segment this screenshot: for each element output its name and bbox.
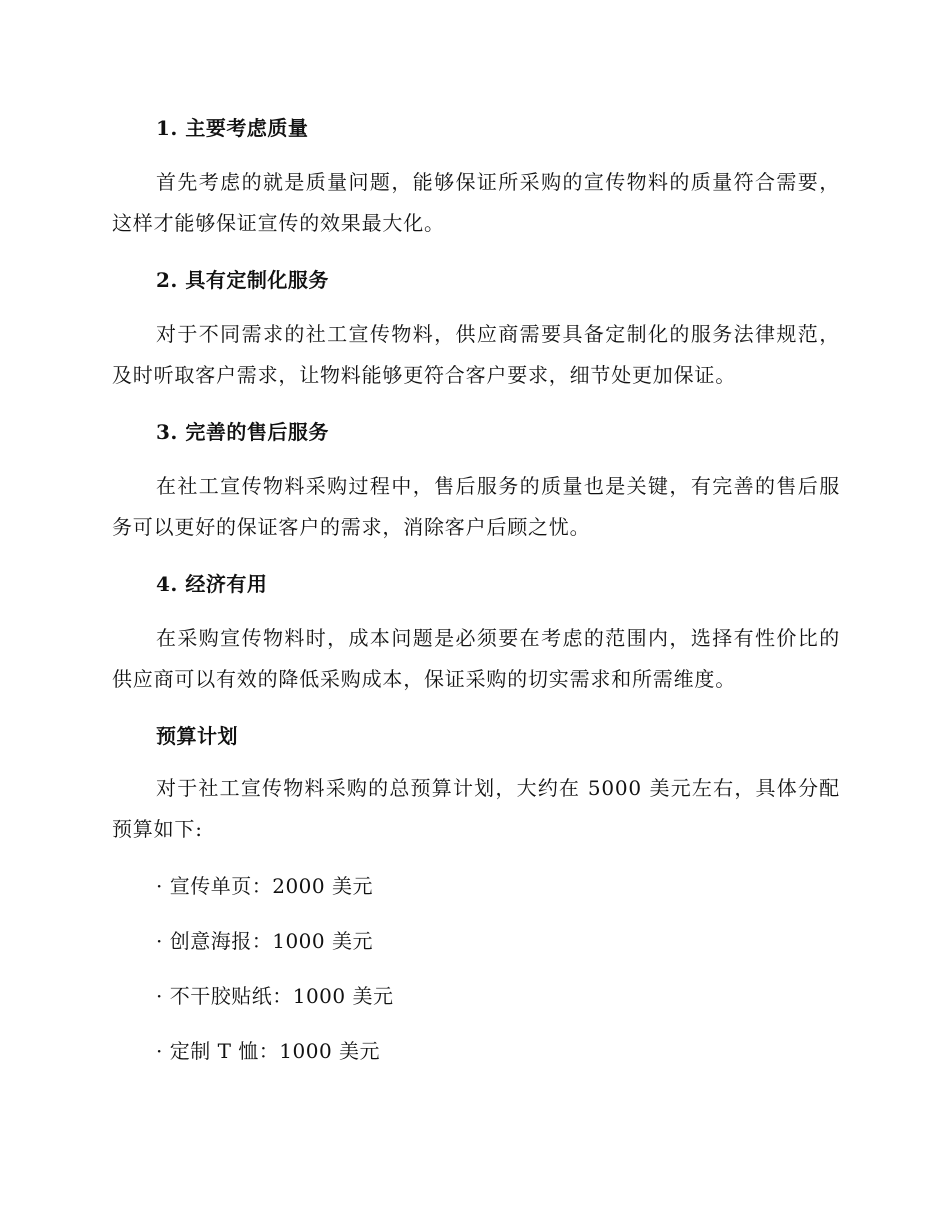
section-paragraph-economy: 在采购宣传物料时，成本问题是必须要在考虑的范围内，选择有性价比的供应商可以有效的降低采购成本，保证采购的切实需求和所需维度。 bbox=[112, 626, 840, 691]
section-heading-economy: 4. 经济有用 bbox=[156, 572, 268, 596]
section-heading-quality: 1. 主要考虑质量 bbox=[156, 116, 309, 140]
budget-item-posters: · 创意海报：1000 美元 bbox=[156, 929, 373, 953]
section-paragraph-customization: 对于不同需求的社工宣传物料，供应商需要具备定制化的服务法律规范，及时听取客户需求，让物料能够更符合客户要求，细节处更加保证。 bbox=[112, 322, 840, 387]
budget-paragraph: 对于社工宣传物料采购的总预算计划，大约在 5000 美元左右，具体分配预算如下: bbox=[112, 776, 840, 841]
budget-heading: 预算计划 bbox=[156, 724, 238, 748]
section-paragraph-after-sales: 在社工宣传物料采购过程中，售后服务的质量也是关键，有完善的售后服务可以更好的保证客户的需求，消除客户后顾之忧。 bbox=[112, 474, 840, 539]
section-heading-customization: 2. 具有定制化服务 bbox=[156, 268, 329, 292]
budget-item-flyers: · 宣传单页：2000 美元 bbox=[156, 874, 373, 898]
section-heading-after-sales: 3. 完善的售后服务 bbox=[156, 420, 329, 444]
section-paragraph-quality: 首先考虑的就是质量问题，能够保证所采购的宣传物料的质量符合需要，这样才能够保证宣传的效果最大化。 bbox=[112, 170, 840, 235]
budget-item-stickers: · 不干胶贴纸：1000 美元 bbox=[156, 984, 394, 1008]
budget-item-tshirts: · 定制 T 恤：1000 美元 bbox=[156, 1039, 381, 1063]
